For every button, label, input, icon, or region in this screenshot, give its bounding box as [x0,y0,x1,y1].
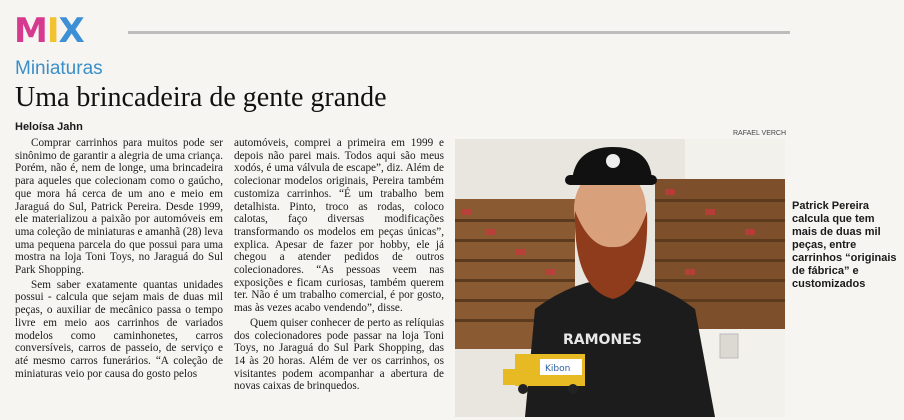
text-column-2 [234,137,444,393]
section-label: Miniaturas [15,58,103,79]
header-rule [128,31,790,34]
photo-caption: Patrick Pereira calcula que tem mais de duas mil peças, entre carrinhos “originais de fábrica” e customizados [792,200,897,290]
logo-letter-m: M [14,11,47,51]
headline: Uma brincadeira de gente grande [15,82,387,113]
paragraph: automóveis, comprei a primeira em 1999 e depois não parei mais. Todos aqui são meus xodós, é uma válvula de escape”, diz. Além de colecionar modelos originais, Pereira também customiza carrinhos. “É um trabalho bem detalhista. Pinto, troco as rodas, coloco calotas, faço diversas modificações transformando os modelos em peças únicas”, explica. Apesar de fazer por hobby, ele já chegou a atender pedidos de outros colecionadores. “As pessoas veem nas exposições e ficam curiosas, também querem ter. Não é um trabalho comercial, é por gosto, mas às vezes acabo vendendo”, disse. [234,137,444,315]
paragraph: Sem saber exatamente quantas unidades possui - calcula que sejam mais de duas mil peças, o auxiliar de mecânico passa o tempo livre em meio aos carrinhos de variados modelos como caminhonetes, carros conversíveis, carros de passeio, de serviço e até mesmo carros funerários. “A coleção de miniaturas veio por causa do gosto pelos [15,278,223,380]
logo-letter-i: I [46,11,59,51]
byline: Heloísa Jahn [15,121,83,133]
mix-logo [14,8,84,51]
logo-letter-x: X [58,11,84,51]
shirt-print: RAMONES [563,332,642,348]
paragraph: Quem quiser conhecer de perto as relíquias dos colecionadores pode passar na loja Toni Toys, no Jaraguá do Sul Park Shopping, das 14 às 20 horas. Além de ver os carrinhos, os visitantes podem acompanhar a abertura de novas caixas de brinquedos. [234,316,444,393]
paragraph: Comprar carrinhos para muitos pode ser sinônimo de garantir a alegria de uma criança. Porém, não é, nem de longe, uma brincadeira para aqueles que colecionam como o gaúcho, que mora há cerca de um ano e meio em Jaraguá do Sul, Patrick Pereira. Desde 1999, ele materializou a paixão por automóveis em uma coleção de miniaturas e amanhã (28) leva uma pequena parcela do que possui para uma mostra na loja Toni Toys, no Jaraguá do Sul Park Shopping. [15,137,223,277]
photo-credit: RAFAEL VERCH [733,130,787,137]
article-photo [455,139,785,417]
text-column-1 [15,137,223,380]
box-label: Kibon [545,364,571,374]
